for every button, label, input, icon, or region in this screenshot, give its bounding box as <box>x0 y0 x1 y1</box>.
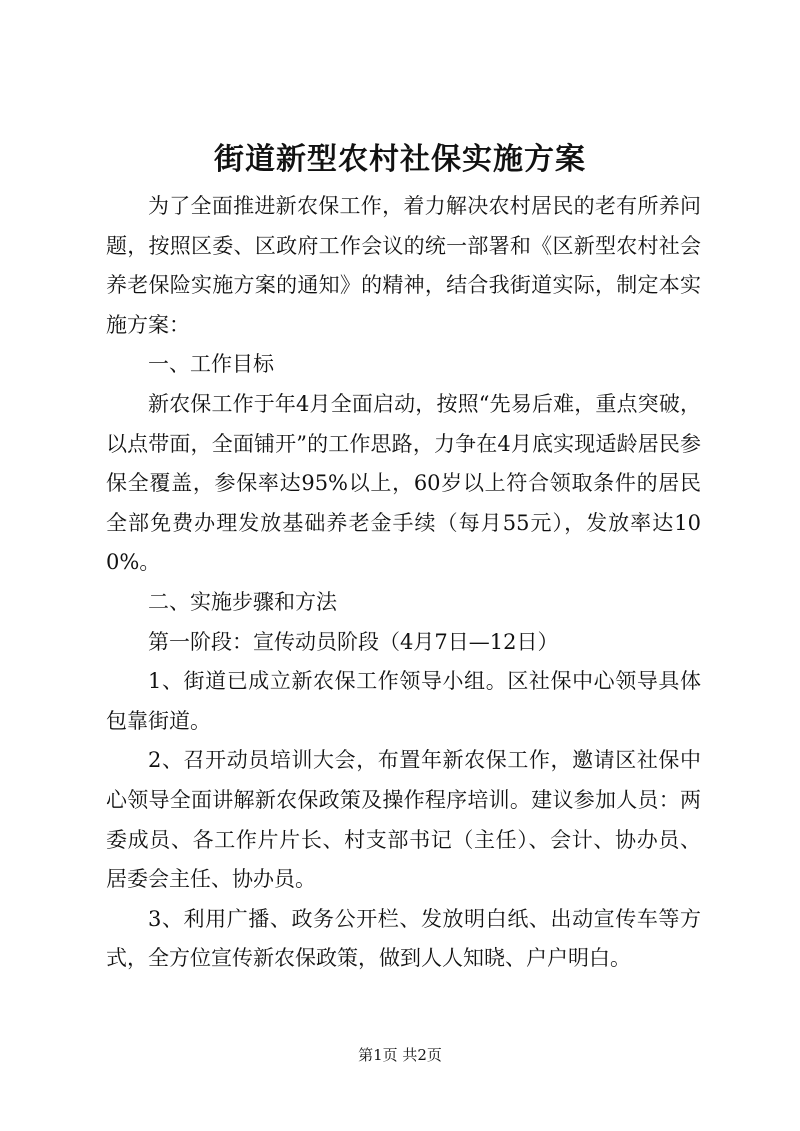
document-title: 街道新型农村社保实施方案 <box>214 142 586 177</box>
section-heading-steps: 二、实施步骤和方法 <box>148 589 337 614</box>
step-two-paragraph: 2、召开动员培训大会，布置年新农保工作，邀请区社保中心领导全面讲解新农保政策及操作程序培训。建议参加人员：两委成员、各工作片片长、村支部书记（主任）、会计、协办员、居委会主任、协办员。 <box>106 748 701 892</box>
goals-paragraph: 新农保工作于年4月全面启动，按照“先易后难，重点突破，以点带面，全面铺开”的工作思路，力争在4月底实现适龄居民参保全覆盖，参保率达95%以上，60岁以上符合领取条件的居民全部免费办理发放基础养老金手续（每月55元），发放率达100%。 <box>106 391 701 575</box>
page-footer: 第1页 共2页 <box>358 1046 442 1064</box>
section-heading-goals: 一、工作目标 <box>148 352 274 377</box>
document-body <box>106 187 701 979</box>
step-one-paragraph: 1、街道已成立新农保工作领导小组。区社保中心领导具体包靠街道。 <box>106 669 701 733</box>
intro-paragraph: 为了全面推进新农保工作，着力解决农村居民的老有所养问题，按照区委、区政府工作会议的统一部署和《区新型农村社会养老保险实施方案的通知》的精神，结合我街道实际，制定本实施方案： <box>106 194 701 337</box>
phase-one-heading: 第一阶段：宣传动员阶段（4月7日—12日） <box>148 629 559 654</box>
step-three-paragraph: 3、利用广播、政务公开栏、发放明白纸、出动宣传车等方式，全方位宣传新农保政策，做到人人知晓、户户明白。 <box>106 906 701 971</box>
